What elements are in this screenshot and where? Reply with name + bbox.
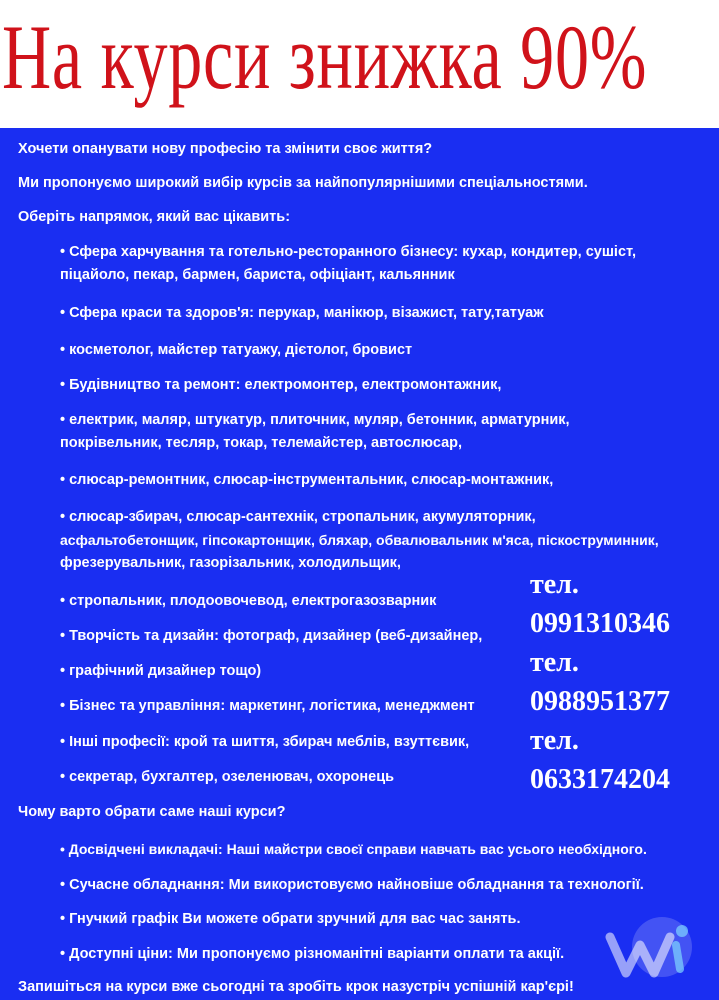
why-item: • Досвідчені викладачі: Наші майстри своєї справи навчать вас усього необхідного. bbox=[60, 841, 647, 857]
direction-item: • стропальник, плодоовочевод, електрогазозварник bbox=[60, 593, 437, 609]
direction-item: • графічний дизайнер тощо) bbox=[60, 663, 262, 679]
direction-item: • Бізнес та управління: маркетинг, логістика, менеджмент bbox=[60, 698, 475, 714]
header bbox=[0, 0, 719, 128]
why-item: • Гнучкий графік Ви можете обрати зручний для вас час занять. bbox=[60, 911, 521, 927]
direction-item: • слюсар-збирач, слюсар-сантехнік, стропальник, акумуляторник, bbox=[60, 509, 536, 525]
direction-item: • косметолог, майстер татуажу, дієтолог, бровист bbox=[60, 342, 413, 358]
direction-item: фрезерувальник, газорізальник, холодильщик, bbox=[60, 555, 401, 571]
phone-number: 0991310346 bbox=[530, 608, 670, 639]
headline: На курси знижка 90% bbox=[2, 6, 648, 108]
phone-block bbox=[530, 565, 719, 799]
intro-line: Оберіть напрямок, який вас цікавить: bbox=[18, 209, 291, 225]
call-to-action: Запишіться на курси вже сьогодні та зробіть крок назустріч успішній кар'єрі! bbox=[18, 979, 574, 995]
direction-item: покрівельник, тесляр, токар, телемайстер, автослюсар, bbox=[60, 435, 463, 451]
direction-item: піцайоло, пекар, бармен, бариста, офіціант, кальянник bbox=[60, 267, 455, 283]
info-panel bbox=[0, 128, 719, 1000]
direction-item: • Творчість та дизайн: фотограф, дизайнер (веб-дизайнер, bbox=[60, 628, 483, 644]
direction-item: • Сфера харчування та готельно-ресторанного бізнесу: кухар, кондитер, сушіст, bbox=[60, 244, 637, 260]
watermark-logo-icon bbox=[600, 915, 700, 985]
phone-label: тел. bbox=[530, 647, 579, 678]
direction-item: • Будівництво та ремонт: електромонтер, електромонтажник, bbox=[60, 377, 502, 393]
intro-line: Хочети опанувати нову професію та змінити своє життя? bbox=[18, 141, 433, 157]
direction-item: асфальтобетонщик, гіпсокартонщик, бляхар, обвалювальник м'яса, піскоструминник, bbox=[60, 532, 659, 548]
phone-label: тел. bbox=[530, 569, 579, 600]
why-title: Чому варто обрати саме наші курси? bbox=[18, 804, 286, 820]
phone-number: 0988951377 bbox=[530, 686, 670, 717]
why-item: • Доступні ціни: Ми пропонуємо різноманітні варіанти оплати та акції. bbox=[60, 946, 565, 962]
direction-item: • Інші професії: крой та шиття, збирач меблів, взуттєвик, bbox=[60, 734, 470, 750]
phone-number: 0633174204 bbox=[530, 764, 670, 795]
phone-label: тел. bbox=[530, 725, 579, 756]
direction-item: • Сфера краси та здоров'я: перукар, манікюр, візажист, тату,татуаж bbox=[60, 305, 544, 321]
direction-item: • секретар, бухгалтер, озеленювач, охоронець bbox=[60, 769, 395, 785]
why-item: • Сучасне обладнання: Ми використовуємо найновіше обладнання та технології. bbox=[60, 877, 644, 893]
direction-item: • слюсар-ремонтник, слюсар-інструментальник, слюсар-монтажник, bbox=[60, 472, 554, 488]
intro-line: Ми пропонуємо широкий вибір курсів за найпопулярнішими спеціальностями. bbox=[18, 175, 588, 191]
direction-item: • електрик, маляр, штукатур, плиточник, муляр, бетонник, арматурник, bbox=[60, 412, 570, 428]
